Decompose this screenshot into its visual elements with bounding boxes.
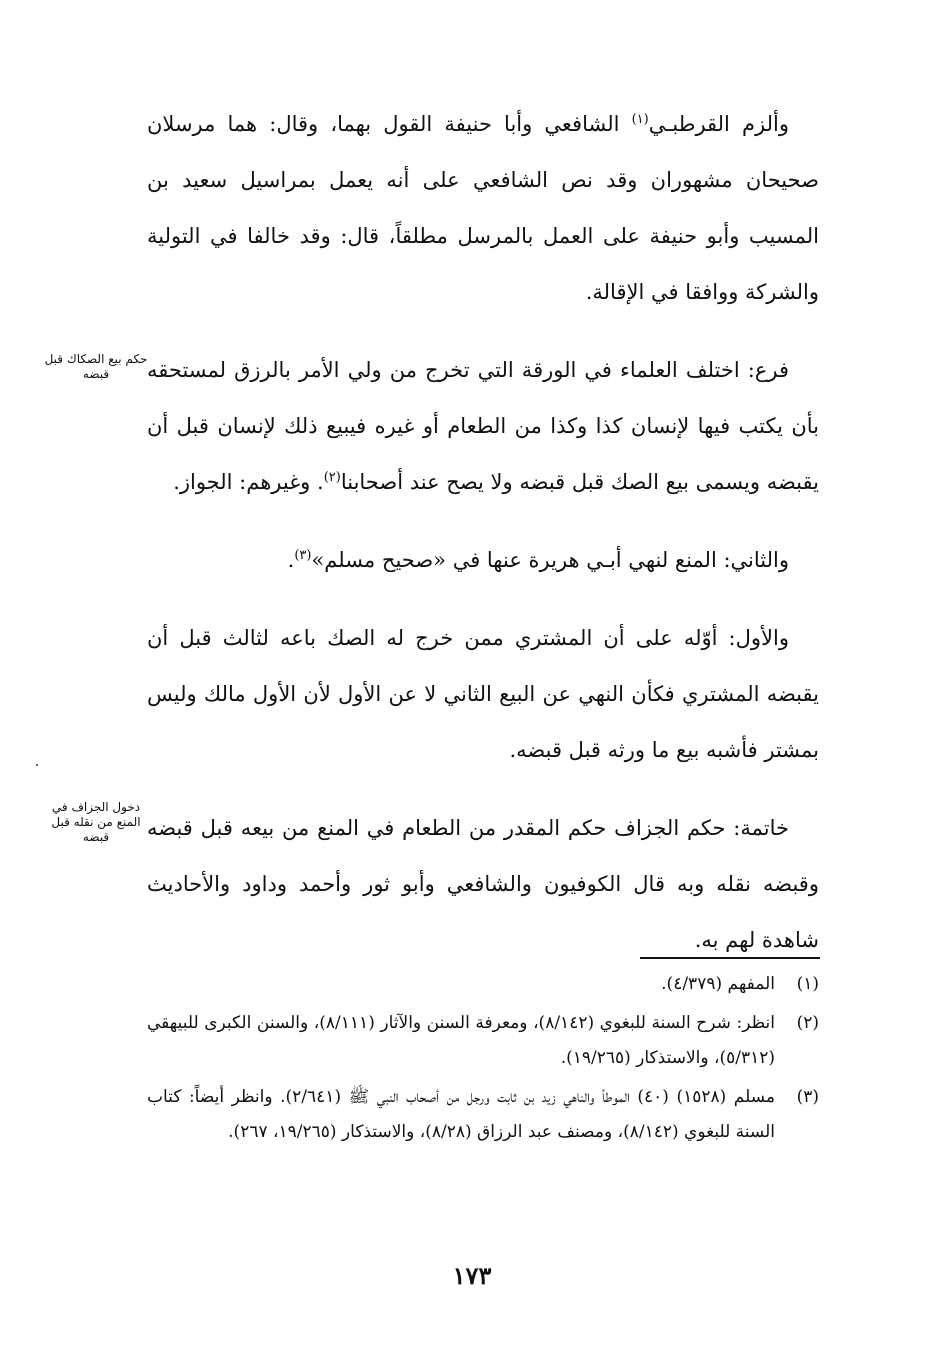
paragraph-text: . وغيرهم: الجواز. <box>173 470 324 494</box>
paragraph-text: والأول: أوّله على أن المشتري ممن خرج له الصك باعه لثالث قبل أن يقبضه المشتري فكأن النهي عن البيع الثاني لا عن الأول لأن الأول مالك وليس بمشتر فأشبه بيع ما ورثه قبل قبضه. <box>147 626 819 762</box>
footnote-ref-3[interactable]: (٣) <box>294 548 312 563</box>
main-text <box>147 96 819 990</box>
footnote-number: (١) <box>796 974 819 994</box>
footnote-item <box>147 1080 819 1150</box>
page-number: ١٧٣ <box>452 1261 492 1290</box>
paragraph-text: خاتمة: حكم الجزاف حكم المقدر من الطعام في المنع من بيعه قبل قبضه وقبضه نقله وبه قال الكوفيون والشافعي وأبو ثور وأحمد وداود والأحاديث شاهدة لهم به. <box>147 816 819 952</box>
paragraph-qurtubi <box>147 96 819 320</box>
paragraph-first-opinion <box>147 610 819 778</box>
scan-speck <box>36 764 38 766</box>
footnote-item <box>147 1006 819 1076</box>
paragraph-conclusion <box>147 800 819 968</box>
paragraph-text: فرع: اختلف العلماء في الورقة التي تخرج من ولي الأمر بالرزق لمستحقه بأن يكتب فيها لإنسان كذا وكذا من الطعام أو غيره فيبيع ذلك لإنسان قبل أن يقبضه ويسمى بيع الصك قبل قبضه ولا يصح عند أصحابنا <box>147 358 819 494</box>
paragraph-second-opinion <box>147 532 819 588</box>
margin-note-juzaf: دخول الجزاف في المنع من نقله قبل قبضه <box>51 800 141 844</box>
paragraph-text: . <box>287 548 295 572</box>
paragraph-text: الشافعي وأبا حنيفة القول بهما، وقال: هما مرسلان صحيحان مشهوران وقد نص الشافعي على أنه يعمل بمراسيل سعيد بن المسيب وأبو حنيفة على العمل بالمرسل مطلقاً، قال: وقد خالفا في التولية والشركة ووافقا في الإقالة. <box>147 112 819 304</box>
footnote-ref-2[interactable]: (٢) <box>323 470 341 485</box>
footnote-ref-1[interactable]: (١) <box>631 112 649 127</box>
footnote-text: المفهم (٤/٣٧٩). <box>661 974 775 994</box>
paragraph-text: والثاني: المنع لنهي أبـي هريرة عنها في «صحيح مسلم» <box>311 548 789 572</box>
footnote-separator <box>640 957 820 959</box>
footnote-text: مسلم (١٥٢٨) (٤٠) الموطأ والناهي زيد بن ثابت ورجل من أصحاب النبي ﷺ (٢/٦٤١). وانظر أيضاً: كتاب السنة للبغوي (٨/١٤٢)، ومصنف عبد الرزاق (٨/٢٨)، والاستذكار (١٩/٢٦٥، ٢٦٧). <box>147 1087 775 1142</box>
footnote-item <box>147 967 819 1002</box>
paragraph-text: وألزم القرطبـي <box>648 112 789 136</box>
margin-note-sukuk: حكم بيع الصكاك قبل قبضه <box>44 352 148 381</box>
paragraph-far <box>147 342 819 510</box>
footnotes <box>147 967 819 1154</box>
footnote-number: (٣) <box>796 1087 819 1107</box>
footnote-number: (٢) <box>796 1013 819 1033</box>
footnote-text: انظر: شرح السنة للبغوي (٨/١٤٢)، ومعرفة السنن والآثار (٨/١١١)، والسنن الكبرى للبيهقي (٥/٣١٢)، والاستذكار (١٩/٢٦٥). <box>147 1013 775 1068</box>
